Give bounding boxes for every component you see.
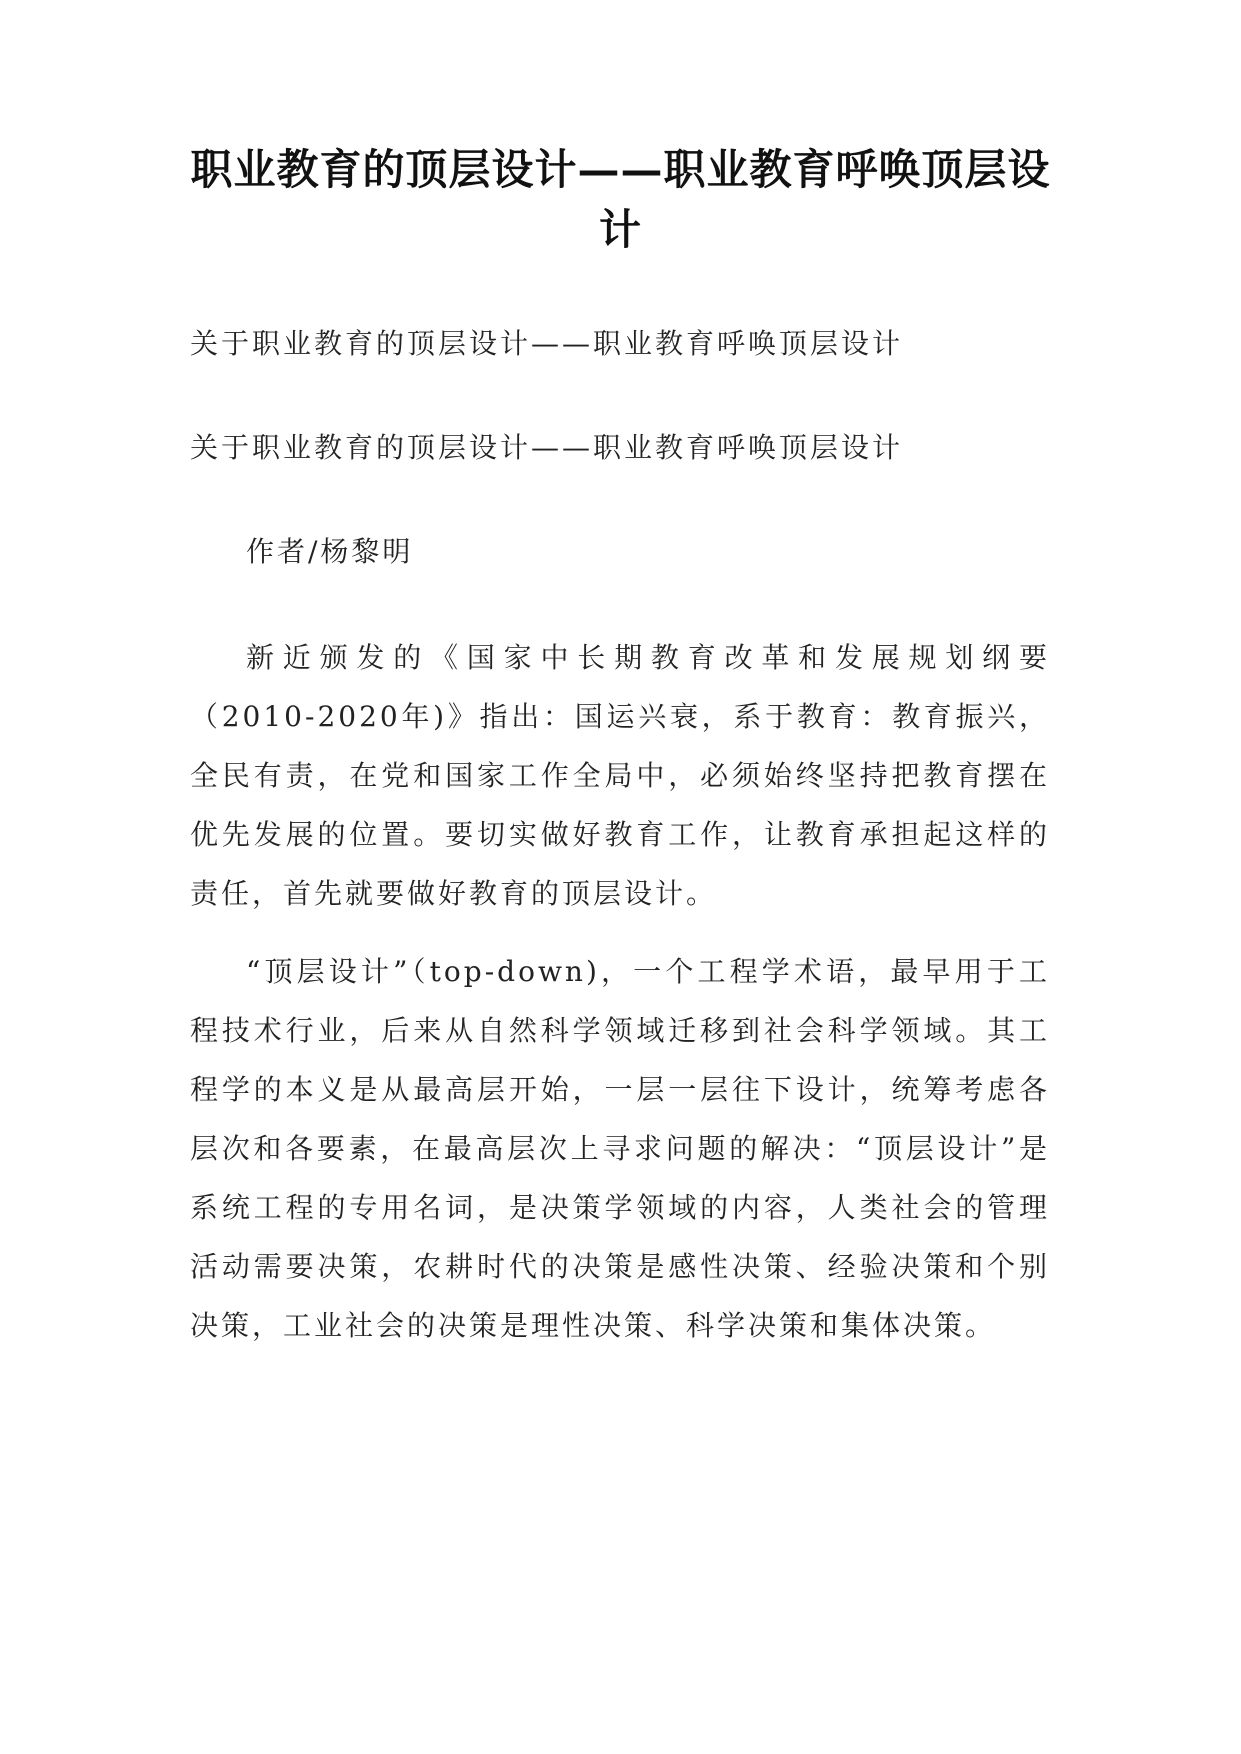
- subtitle-line-1: 关于职业教育的顶层设计——职业教育呼唤顶层设计: [190, 327, 904, 360]
- paragraph-2: “顶层设计”（top-down)，一个工程学术语，最早用于工程技术行业，后来从自然科学领域迁移到社会科学领域。其工程学的本义是从最高层开始，一层一层往下设计，统筹考虑各层次和各要素，在最高层次上寻求问题的解决：“顶层设计”是系统工程的专用名词，是决策学领域的内容，人类社会的管理活动需要决策，农耕时代的决策是感性决策、经验决策和个别决策，工业社会的决策是理性决策、科学决策和集体决策。: [190, 955, 1050, 1342]
- paragraph-1: 新近颁发的《国家中长期教育改革和发展规划纲要（2010-2020年)》指出：国运兴衰，系于教育：教育振兴，全民有责，在党和国家工作全局中，必须始终坚持把教育摆在优先发展的位置。要切实做好教育工作，让教育承担起这样的责任，首先就要做好教育的顶层设计。: [190, 641, 1050, 910]
- subtitle-line-2: 关于职业教育的顶层设计——职业教育呼唤顶层设计: [190, 431, 904, 464]
- document-title: 职业教育的顶层设计——职业教育呼唤顶层设计: [190, 145, 1051, 254]
- author-line: 作者/杨黎明: [246, 535, 414, 568]
